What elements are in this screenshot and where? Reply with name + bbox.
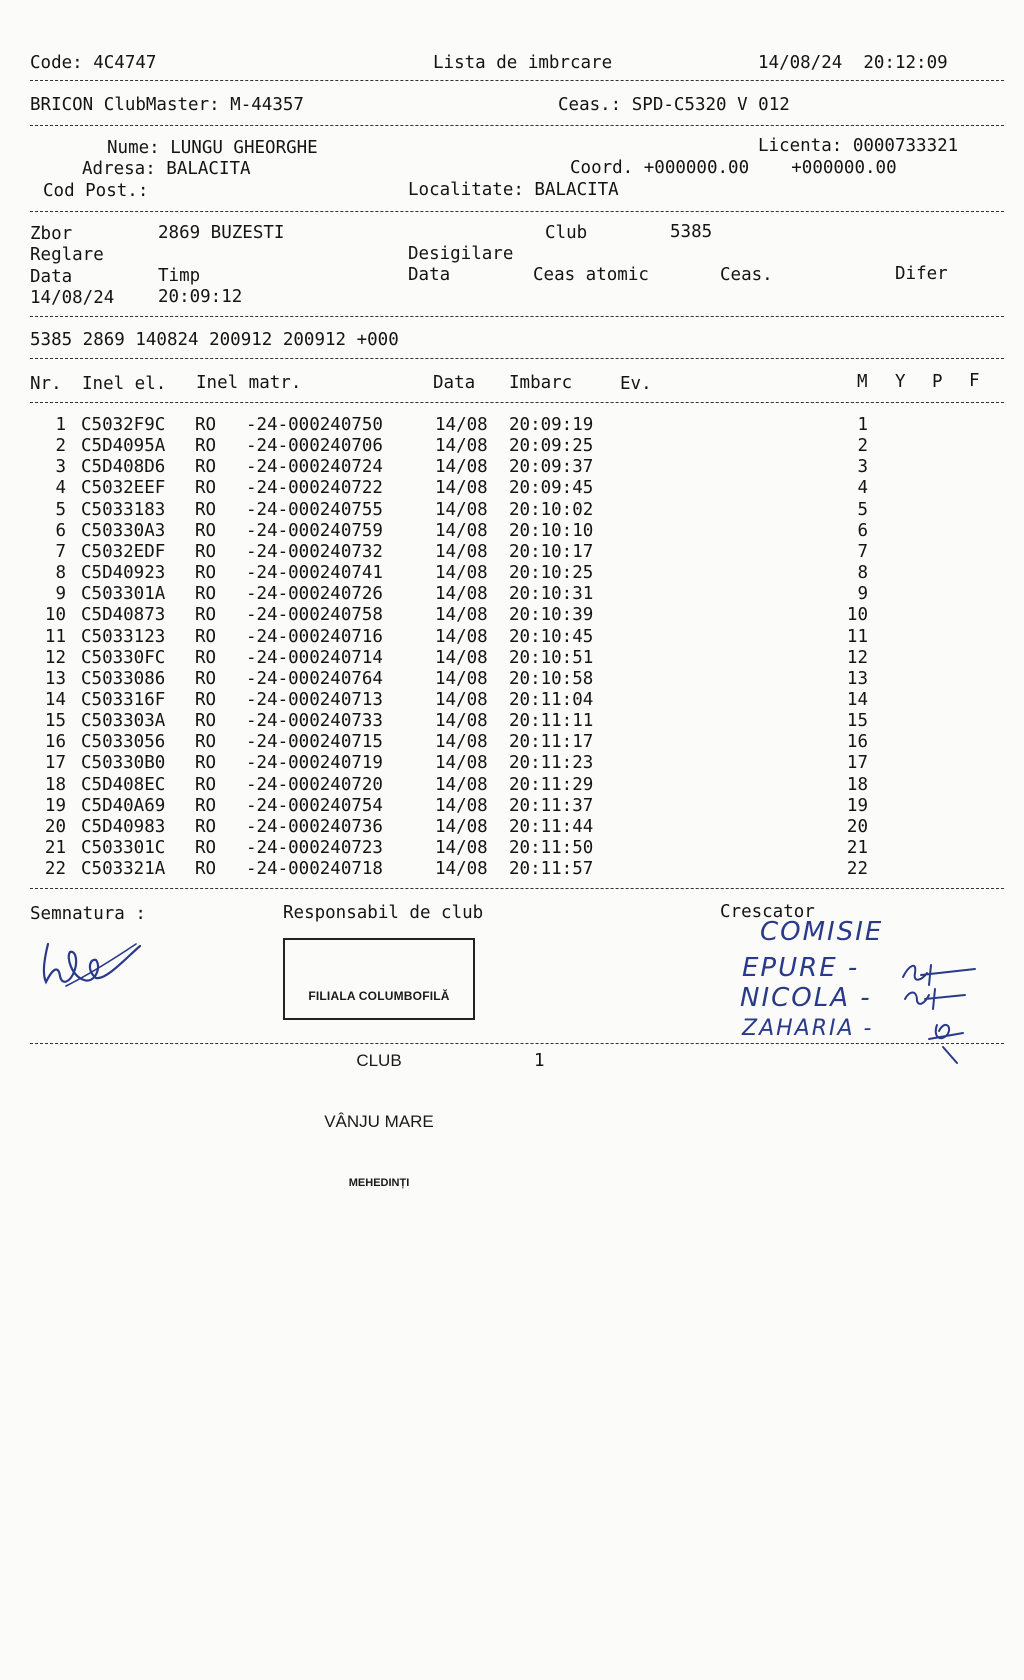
ring-registration: -24-000240750 [246,415,383,435]
row-m-index: 3 [857,457,868,478]
stamp-line-2: CLUB [356,1051,402,1070]
row-number: 5 [55,499,66,520]
row-m-index: 15 [846,711,868,732]
electronic-ring: C503303A [81,711,166,732]
arrival-date: 14/08 [435,457,488,478]
stamp-line-3: VÂNJU MARE [324,1112,434,1131]
arrival-date: 14/08 [435,478,488,499]
ring-country: RO [195,563,217,584]
ring-country: RO [195,711,217,732]
row-number: 7 [55,541,66,562]
arrival-date: 14/08 [435,732,488,753]
arrival-date: 14/08 [435,563,488,584]
row-m-index: 7 [857,541,868,562]
row-m-index: 1 [857,415,868,435]
ring-registration: -24-000240755 [246,499,383,520]
arrival-time: 20:10:02 [509,499,594,520]
arrival-time: 20:11:17 [509,732,594,753]
ring-country: RO [195,774,217,795]
divider [30,316,1004,317]
club-responsible-label: Responsabil de club [283,903,484,923]
table-row [0,605,1024,626]
electronic-ring: C5D4095A [81,436,166,457]
row-m-index: 16 [846,732,868,753]
ring-registration: -24-000240754 [246,795,383,816]
arrival-time: 20:11:50 [509,838,594,858]
locality: Localitate: BALACITA [408,180,619,200]
electronic-ring: C5033056 [81,732,166,753]
row-m-index: 2 [857,436,868,457]
table-row [0,457,1024,478]
row-number: 3 [55,457,66,478]
col-data: Data [433,373,476,393]
document-title: Lista de imbrcare [433,53,613,73]
row-m-index: 11 [846,626,868,647]
table-row [0,732,1024,753]
table-row [0,669,1024,690]
setting-time: 20:09:12 [158,287,243,307]
arrival-date: 14/08 [435,647,488,668]
electronic-ring: C503301C [81,838,166,858]
table-row [0,796,1024,817]
divider [30,402,1004,403]
electronic-ring: C5033086 [81,668,166,689]
electronic-ring: C503301A [81,584,166,605]
ring-country: RO [195,668,217,689]
row-number: 14 [44,689,66,710]
ring-registration: -24-000240720 [246,774,383,795]
electronic-ring: C50330A3 [81,520,166,541]
table-row [0,500,1024,521]
electronic-ring: C5D408EC [81,774,166,795]
electronic-ring: C5D40923 [81,563,166,584]
ring-registration: -24-000240715 [246,732,383,753]
clubmaster-id: BRICON ClubMaster: M-44357 [30,95,304,115]
table-row [0,690,1024,711]
ring-country: RO [195,626,217,647]
table-row [0,817,1024,838]
ring-registration: -24-000240732 [246,541,383,562]
electronic-ring: C503316F [81,689,166,710]
ring-registration: -24-000240713 [246,689,383,710]
row-m-index: 17 [846,753,868,774]
row-number: 20 [44,816,66,837]
ring-country: RO [195,520,217,541]
table-row [0,542,1024,563]
row-number: 6 [55,520,66,541]
ring-registration: -24-000240758 [246,605,383,626]
arrival-date: 14/08 [435,774,488,795]
arrival-time: 20:11:57 [509,859,594,880]
divider [30,125,1004,126]
clock-label: Ceas. [720,265,773,285]
print-datetime: 14/08/24 20:12:09 [758,53,948,73]
table-row [0,563,1024,584]
flight-summary-code: 5385 2869 140824 200912 200912 +000 [30,330,399,350]
owner-name: Nume: LUNGU GHEORGHE [107,138,318,158]
ring-country: RO [195,478,217,499]
reglare-label: Reglare [30,245,104,265]
arrival-time: 20:10:51 [509,647,594,668]
arrival-time: 20:09:45 [509,478,594,499]
col-imbarc: Imbarc [509,373,573,393]
arrival-time: 20:09:25 [509,436,594,457]
arrival-date: 14/08 [435,816,488,837]
ring-country: RO [195,647,217,668]
handwritten-commission: COMISIE [760,917,884,947]
row-number: 22 [44,859,66,880]
table-row [0,648,1024,669]
col-y: Y [895,372,906,392]
arrival-date: 14/08 [435,689,488,710]
table-row [0,478,1024,499]
col-m: M [857,372,868,392]
row-number: 1 [55,415,66,435]
row-m-index: 10 [846,605,868,626]
ring-country: RO [195,436,217,457]
ring-country: RO [195,415,217,435]
electronic-ring: C5033183 [81,499,166,520]
divider [30,211,1004,212]
row-number: 19 [44,795,66,816]
ring-registration: -24-000240736 [246,816,383,837]
ring-registration: -24-000240723 [246,838,383,858]
arrival-date: 14/08 [435,668,488,689]
row-m-index: 18 [846,774,868,795]
ring-registration: -24-000240706 [246,436,383,457]
ring-registration: -24-000240741 [246,563,383,584]
row-number: 16 [44,732,66,753]
arrival-time: 20:11:11 [509,711,594,732]
electronic-ring: C5032EEF [81,478,166,499]
arrival-date: 14/08 [435,499,488,520]
ring-registration: -24-000240719 [246,753,383,774]
row-m-index: 9 [857,584,868,605]
arrival-time: 20:11:37 [509,795,594,816]
arrival-time: 20:10:31 [509,584,594,605]
row-m-index: 8 [857,563,868,584]
clock-id: Ceas.: SPD-C5320 V 012 [558,95,790,115]
page-number: 1 [534,1051,545,1071]
arrival-time: 20:10:45 [509,626,594,647]
row-number: 21 [44,838,66,858]
electronic-ring: C5033123 [81,626,166,647]
timp-label: Timp [158,266,201,286]
row-m-index: 20 [846,816,868,837]
table-row [0,627,1024,648]
row-number: 8 [55,563,66,584]
row-number: 12 [44,647,66,668]
arrival-time: 20:11:23 [509,753,594,774]
row-number: 2 [55,436,66,457]
arrival-date: 14/08 [435,859,488,880]
license-number: Licenta: 0000733321 [758,136,959,156]
electronic-ring: C503321A [81,859,166,880]
row-number: 13 [44,668,66,689]
col-inel-matr: Inel matr. [196,373,302,393]
table-row [0,711,1024,732]
breeder-label: Crescator [720,902,815,922]
row-m-index: 19 [846,795,868,816]
row-number: 4 [55,478,66,499]
table-row [0,753,1024,774]
row-m-index: 22 [846,859,868,880]
club-value: 5385 [670,222,713,242]
table-row [0,436,1024,457]
arrival-date: 14/08 [435,605,488,626]
divider [30,1043,1004,1044]
handwritten-initials [895,955,985,1065]
ring-registration: -24-000240724 [246,457,383,478]
ring-registration: -24-000240733 [246,711,383,732]
ring-registration: -24-000240726 [246,584,383,605]
row-m-index: 12 [846,647,868,668]
table-row [0,521,1024,542]
divider [30,358,1004,359]
handwritten-name-2: NICOLA - [740,983,872,1013]
table-row [0,584,1024,605]
ring-country: RO [195,859,217,880]
electronic-ring: C5032EDF [81,541,166,562]
signature-scribble [36,930,146,992]
electronic-ring: C5D408D6 [81,457,166,478]
arrival-date: 14/08 [435,584,488,605]
arrival-date: 14/08 [435,436,488,457]
club-stamp [283,938,475,1189]
row-m-index: 13 [846,668,868,689]
table-row [0,859,1024,880]
divider [30,888,1004,889]
arrival-time: 20:10:10 [509,520,594,541]
arrival-time: 20:10:58 [509,668,594,689]
arrival-time: 20:10:17 [509,541,594,562]
electronic-ring: C50330B0 [81,753,166,774]
owner-address: Adresa: BALACITA [82,159,251,179]
stamp-line-4: MEHEDINȚI [348,1177,410,1189]
row-number: 18 [44,774,66,795]
arrival-date: 14/08 [435,711,488,732]
arrival-date: 14/08 [435,541,488,562]
arrival-time: 20:09:19 [509,415,594,435]
arrival-time: 20:10:25 [509,563,594,584]
postal-code: Cod Post.: [43,181,149,201]
desigilare-label: Desigilare [408,244,514,264]
ring-registration: -24-000240718 [246,859,383,880]
electronic-ring: C5D40983 [81,816,166,837]
ring-country: RO [195,584,217,605]
ring-country: RO [195,457,217,478]
arrival-time: 20:09:37 [509,457,594,478]
flight-label: Zbor [30,224,73,244]
table-row [0,775,1024,796]
ring-registration: -24-000240714 [246,647,383,668]
col-p: P [932,372,943,392]
ring-country: RO [195,838,217,858]
atomic-clock-label: Ceas atomic [533,265,649,285]
arrival-date: 14/08 [435,626,488,647]
flight-value: 2869 BUZESTI [158,223,285,243]
row-m-index: 6 [857,520,868,541]
club-label: Club [545,223,588,243]
row-number: 10 [44,605,66,626]
divider [30,80,1004,81]
col-nr: Nr. [30,374,62,394]
electronic-ring: C5032F9C [81,415,166,435]
data-label-2: Data [408,265,451,285]
coordinates: Coord. +000000.00 +000000.00 [570,158,897,178]
ring-country: RO [195,541,217,562]
row-number: 15 [44,711,66,732]
ring-country: RO [195,732,217,753]
table-row [0,838,1024,859]
difference-label: Difer [895,264,948,284]
arrival-date: 14/08 [435,838,488,858]
arrival-time: 20:11:44 [509,816,594,837]
row-number: 9 [55,584,66,605]
data-label: Data [30,267,73,287]
row-m-index: 4 [857,478,868,499]
ring-registration: -24-000240764 [246,668,383,689]
ring-registration: -24-000240716 [246,626,383,647]
setting-date: 14/08/24 [30,288,115,308]
ring-country: RO [195,689,217,710]
electronic-ring: C5D40873 [81,605,166,626]
ring-country: RO [195,605,217,626]
arrival-date: 14/08 [435,415,488,435]
row-m-index: 5 [857,499,868,520]
electronic-ring: C5D40A69 [81,795,166,816]
electronic-ring: C50330FC [81,647,166,668]
col-f: F [969,371,980,391]
code-label: Code: 4C4747 [30,53,157,73]
arrival-date: 14/08 [435,753,488,774]
arrival-time: 20:11:04 [509,689,594,710]
ring-registration: -24-000240722 [246,478,383,499]
arrival-date: 14/08 [435,795,488,816]
ring-registration: -24-000240759 [246,520,383,541]
arrival-time: 20:10:39 [509,605,594,626]
col-inel-el: Inel el. [82,374,167,394]
ring-country: RO [195,499,217,520]
handwritten-name-1: EPURE - [742,953,860,983]
row-number: 11 [44,626,66,647]
table-row [0,415,1024,436]
row-m-index: 14 [846,689,868,710]
handwritten-name-3: ZAHARIA - [742,1016,874,1041]
ring-country: RO [195,816,217,837]
row-number: 17 [44,753,66,774]
arrival-time: 20:11:29 [509,774,594,795]
arrival-date: 14/08 [435,520,488,541]
stamp-line-1: FILIALA COLUMBOFILĂ [308,989,450,1003]
signature-label: Semnatura : [30,904,146,924]
ring-country: RO [195,753,217,774]
col-ev: Ev. [620,374,652,394]
row-m-index: 21 [846,838,868,858]
ring-country: RO [195,795,217,816]
